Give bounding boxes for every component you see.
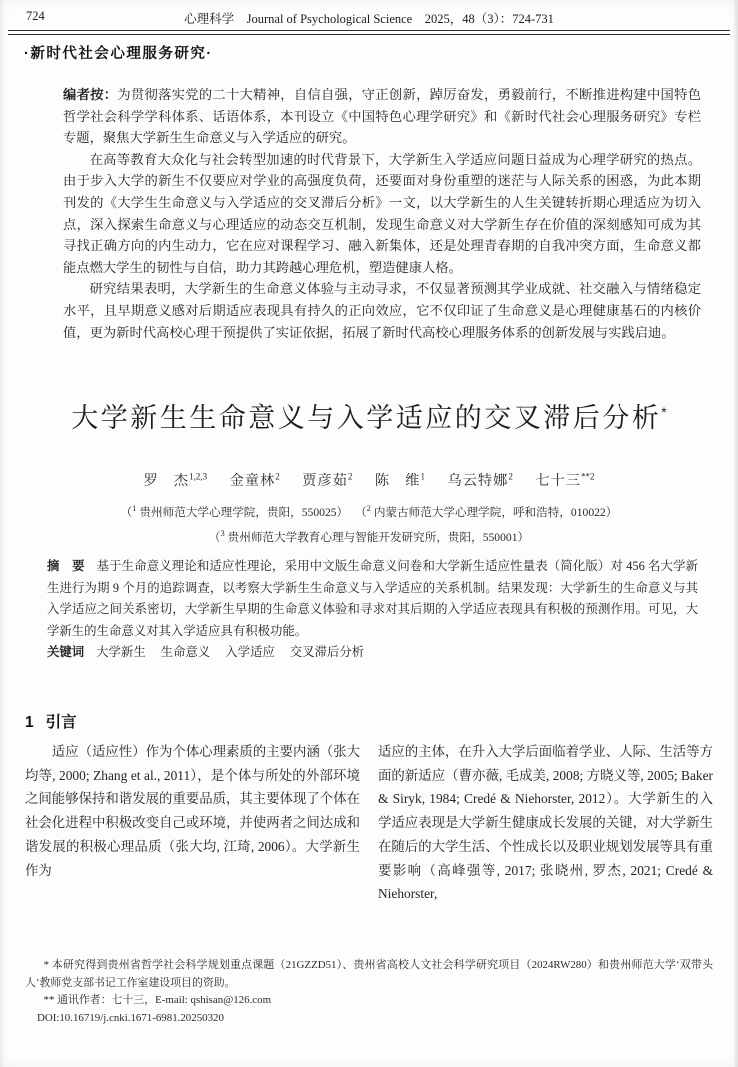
keyword: 大学新生 [96,645,146,660]
body-paragraph-left: 适应（适应性）作为个体心理素质的主要内涵（张大均等, 2000; Zhang et al., 2011），是个体与所处的外部环境之间能够保持和谐发展的重要品质，其主要体现了个体在社会化进程中积极改变自己或环境，并使两者之间达成和谐发展的积极心理品质（张大均, 江琦, 2006）。大学新生作为 [25,744,360,878]
author-name: 乌云特娜 [447,473,509,489]
affiliation-text: 贵州师范大学心理学院，贵阳，550025 [139,505,337,519]
author [535,473,594,489]
abstract-label: 摘 要 [47,559,85,573]
abstract-block [47,556,698,664]
author-name: 七十三 [535,473,581,489]
author-name: 罗 杰 [143,473,190,489]
author-name: 陈 维 [374,473,421,489]
left-column [25,740,360,906]
keyword: 交叉滞后分析 [289,645,365,660]
keywords-label: 关键词 [47,645,85,660]
author [230,473,280,489]
affiliation [208,527,530,544]
editor-note-label: 编者按： [63,87,118,102]
author-affiliation-sup: 1 [420,471,425,482]
author-list [0,470,738,490]
abstract-paragraph [47,556,698,642]
author [302,473,352,489]
doi-line: DOI:10.16719/j.cnki.1671-6981.20250320 [36,1011,224,1024]
affiliation-sup: 2 [366,503,371,513]
author-affiliation-sup: 2 [347,471,353,482]
paren-close: ） [336,505,349,519]
running-head [14,9,724,27]
section-number: 1 [25,714,34,731]
header-double-rule [8,30,730,35]
right-column [378,740,713,906]
keyword: 生命意义 [160,645,211,660]
affiliation-sup: 3 [220,527,225,538]
author-name: 贾彦茹 [302,473,348,489]
footnotes [25,957,713,1027]
editor-note-para-1 [63,84,701,149]
title-footnote-marker: * [661,404,667,420]
page-number: 724 [26,9,45,23]
keywords-line [47,642,698,664]
paren-close: ） [517,530,530,544]
abstract-text: 基于生命意义理论和适应性理论，采用中文版生命意义问卷和大学新生适应性量表（简化版）对 456 名大学新生进行为期 9 个月的追踪调查，以考察大学新生生命意义与入学适应的关系机制。结果发现：大学新生的生命意义与其入学适应之间关系密切，大学新生早期的生命意义体验和寻求对其后期的入学适应表现具有积极的预测作用。可见，大学新生的生命意义对其入学适应具有积极功能。 [47,559,699,638]
author-affiliation-sup: **2 [580,471,595,482]
affiliation-line-1 [0,498,738,523]
author [375,473,425,489]
article-title [0,396,738,435]
affiliation [120,503,349,519]
paren-open: （ [355,505,367,519]
editor-note-para-3: 研究结果表明，大学新生的生命意义体验与主动寻求，不仅显著预测其学业成就、社交融入与情绪稳定水平，且早期意义感对后期适应表现具有持久的正向效应，它不仅印证了生命意义是心理健康基石的内核价值，更为新时代高校心理干预提供了实证依据，拓展了新时代高校心理服务体系的创新发展与实践启迪。 [63,281,701,340]
paren-close: ） [605,505,618,519]
special-column-header: ·新时代社会心理服务研究· [24,46,213,62]
editor-note-text-1: 为贯彻落实党的二十大精神，自信自强，守正创新，踔厉奋发，勇毅前行，不断推进构建中国特色哲学社会科学学科体系、话语体系，本刊设立《中国特色心理学研究》和《新时代社会心理服务研究》专栏专题，聚焦大学新生生命意义与入学适应的研究。 [63,87,702,146]
author-name: 金童林 [229,473,276,489]
editor-note-para-2: 在高等教育大众化与社会转型加速的时代背景下，大学新生入学适应问题日益成为心理学研究的热点。由于步入大学的新生不仅要应对学业的高强度负荷，还要面对身份重塑的迷茫与人际关系的困惑，为此本期刊发的《大学生生命意义与入学适应的交叉滞后分析》一文，以大学新生的人生关键转折期心理适应为切入点，深入探索生命意义与心理适应的动态交互机制，发现生命意义对大学新生存在价值的深刻感知可成为其寻找正确方向的内生动力，它在应对课程学习、融入新集体，还是处理青春期的自我冲突方面，生命意义都能点燃大学生的韧性与自信，助力其跨越心理危机，塑造健康人格。 [63,151,701,275]
affiliation-line-2 [0,523,738,548]
author [448,473,513,489]
affiliation [355,503,618,519]
section-heading-introduction [25,710,77,732]
paren-open: （ [208,530,221,544]
affiliation-text: 内蒙古师范大学心理学院，呼和浩特，010022 [373,505,606,519]
author-affiliation-sup: 2 [508,471,513,482]
body-columns [25,740,713,906]
editor-note [63,84,701,343]
section-title: 引言 [45,714,77,731]
paren-open: （ [120,505,133,519]
body-paragraph-right: 适应的主体，在升入大学后面临着学业、人际、生活等方面的新适应（曹亦薇, 毛成美, 2008; 方晓义等, 2005; Baker & Siryk, 1984; Credé & Niehorster, 2012）。大学新生的入学适应表现是大学新生健康成长发展的关键，对大学新生在随后的大学生活、个性成长以及职业规划发展等具有重要影响（高峰强等, 2017; 张晓州, 罗杰, 2021; Credé & Niehorster, [378,744,713,902]
author [144,473,208,489]
author-affiliation-sup: 2 [275,471,280,482]
keyword: 入学适应 [225,645,275,660]
affiliation-sup: 1 [132,503,137,513]
journal-citation-line: 心理科学 Journal of Psychological Science 2025，48（3）：724-731 [184,12,554,26]
affiliation-text: 贵州师范大学教育心理与智能开发研究所，贵阳，550001 [227,530,518,544]
affiliations [0,498,738,548]
correspondence-footnote: ** 通讯作者：七十三，E-mail: qshisan@126.com [43,994,272,1007]
funding-footnote: * 本研究得到贵州省哲学社会科学规划重点课题（21GZZD51）、贵州省高校人文社会科学研究项目（2024RW280）和贵州师范大学‘双带头人’教师党支部书记工作室建设项目的资助。 [25,959,713,989]
article-title-text: 大学新生生命意义与入学适应的交叉滞后分析 [71,403,662,433]
author-affiliation-sup: 1,2,3 [189,471,208,482]
